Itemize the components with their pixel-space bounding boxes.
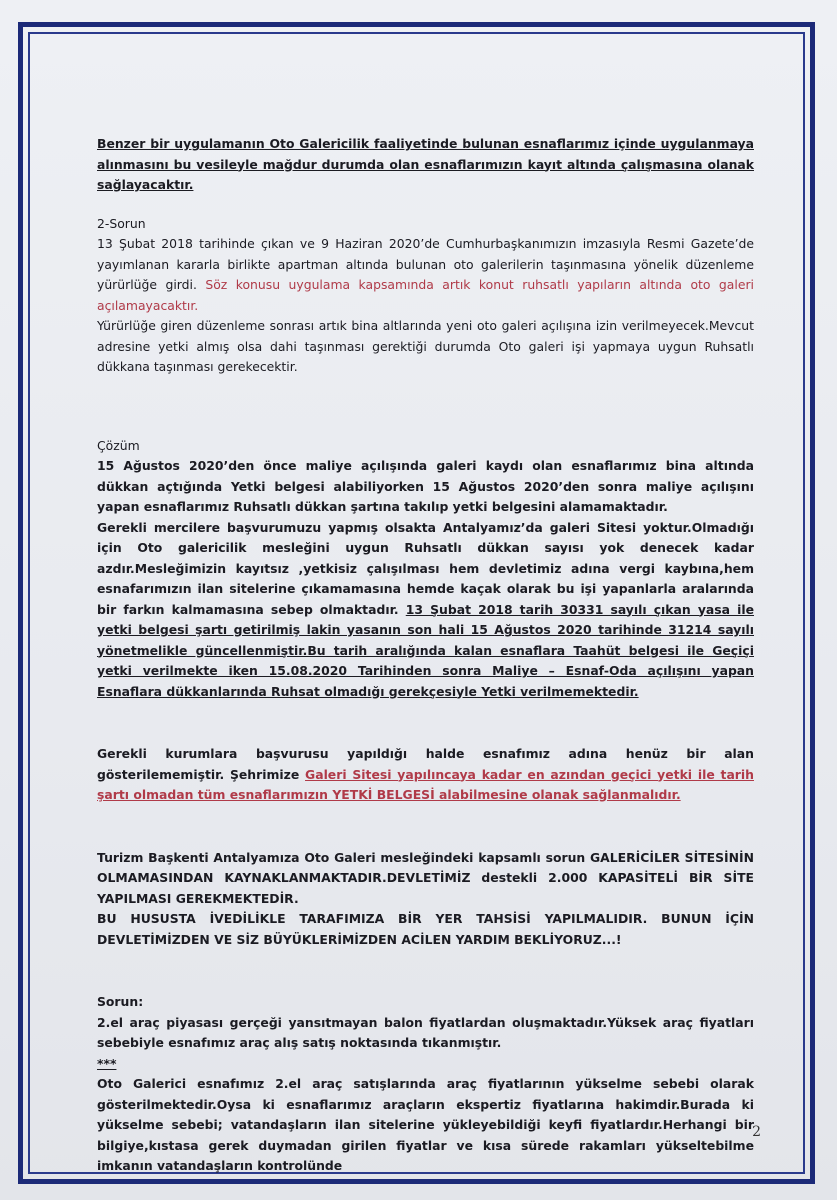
intro-paragraph: Benzer bir uygulamanın Oto Galericilik faaliyetinde bulunan esnaflarımız içinde uygulanmaya alınmasını bu vesileyle mağdur durumda olan esnaflarımızın kayıt altında çalışmasına olanak sağlayacaktır. <box>97 136 754 192</box>
sorun2-paragraph-2: Yürürlüğe giren düzenleme sonrası artık bina altlarında yeni oto galeri açılışına izin verilmeyecek.Mevcut adresine yetki almış olsa dahi taşınması gerektiği durumda Oto galeri işi yapmaya uygun Ruhsatlı dükkana taşınması gerekecektir. <box>97 318 754 374</box>
turizm-paragraph-1: Turizm Başkenti Antalyamıza Oto Galeri mesleğindeki kapsamlı sorun GALERİCİLER SİTESİNİN OLMAMASINDAN KAYNAKLANMAKTADIR.DEVLETİMİZ destekli 2.000 KAPASİTELİ BİR SİTE YAPILMASI GEREKMEKTEDİR. <box>97 849 754 906</box>
cozum-paragraph-2 <box>97 518 754 703</box>
sorun2-heading: 2-Sorun <box>97 215 146 231</box>
page-number: 2 <box>752 1124 761 1140</box>
gerekli-paragraph <box>97 744 754 806</box>
sorun-stars: *** <box>97 1055 117 1071</box>
cozum-text: Gerekli mercilere başvurumuzu yapmış olsakta Antalyamız’da galeri Sitesi yoktur.Olmadığı için Oto galericilik mesleğini uygun Ruhsatlı dükkan sayısı yok denecek kadar azdır.Mesleğimizin kayıtsız ,yetkisiz çalışılması hem devletimiz adına vergi kaybına,hem esnafarımızın ilan sitelerine çıkamamasına hemde kaçak olarak bu işi yapanlarla aralarında bir farkın kalmamasına sebep olmaktadır. <box>97 519 754 617</box>
cozum-paragraph-1: 15 Ağustos 2020’den önce maliye açılışında galeri kaydı olan esnaflarımız bina altında dükkan açtığında Yetki belgesi alabiliyorken 15 Ağustos 2020’den sonra maliye açılışını yapan esnaflarımız Ruhsatlı dükkan şartına takılıp yetki belgesini alamamaktadır. <box>97 458 754 514</box>
sorun-heading: Sorun: <box>97 994 144 1009</box>
cozum-heading: Çözüm <box>97 437 140 453</box>
sorun2-red-text: Söz konusu uygulama kapsamında artık konut ruhsatlı yapıların altında oto galeri açılamayacaktır. <box>97 277 754 313</box>
turizm-paragraph-2: BU HUSUSTA İVEDİLİKLE TARAFIMIZA BİR YER TAHSİSİ YAPILMALIDIR. BUNUN İÇİN DEVLETİMİZDEN VE SİZ BÜYÜKLERİMİZDEN ACİLEN YARDIM BEKLİYORUZ...! <box>97 911 754 947</box>
gerekli-red-text: Galeri Sitesi yapılıncaya kadar en azından geçici yetki ile tarih şartı olmadan tüm esnaflarımızın YETKİ BELGESİ alabilmesine olanak sağlanmalıdır. <box>97 766 754 802</box>
gerekli-text: Gerekli kurumlara başvurusu yapıldığı halde esnafımız adına henüz bir alan gösterilememiştir. Şehrimize <box>97 746 754 782</box>
sorun2-paragraph-1 <box>97 234 754 316</box>
cozum-underlined-text: 13 Şubat 2018 tarih 30331 sayılı çıkan yasa ile yetki belgesi şartı getirilmiş lakin yasanın son hali 15 Ağustos 2020 tarihinde 31214 sayılı yönetmelikle güncellenmiştir.Bu tarih aralığında kalan esnaflara Taahüt belgesi ile Geçiçi yetki verilmekte iken 15.08.2020 Tarihinden sonra Maliye – Esnaf-Oda açılışını yapan Esnaflara dükkanlarında Ruhsat olmadığı gerekçesiyle Yetki verilmemektedir. <box>97 601 754 699</box>
sorun-paragraph-1: 2.el araç piyasası gerçeği yansıtmayan balon fiyatlardan oluşmaktadır.Yüksek araç fiyatları sebebiyle esnafımız araç alış satış noktasında tıkanmıştır. <box>97 1014 754 1050</box>
sorun2-text: 13 Şubat 2018 tarihinde çıkan ve 9 Haziran 2020’de Cumhurbaşkanımızın imzasıyla Resmi Gazete’de yayımlanan kararla birlikte apartman altında bulunan oto galerilerin taşınmasına yönelik düzenleme yürürlüğe girdi. <box>97 236 754 292</box>
document-body <box>97 134 754 1177</box>
sorun-paragraph-2: Oto Galerici esnafımız 2.el araç satışlarında araç fiyatlarının yükselme sebebi olarak gösterilmektedir.Oysa ki esnaflarımız araçların ekspertiz fiyatlarına hakimdir.Burada ki yükselme sebebi; vatandaşların ilan sitelerine yükleyebildiği keyfi fiyatlardır.Herhangi bir bilgiye,kıstasa gerek duymadan girilen fiyatlar ve kısa sürede rakamları yükseltebilme imkanın vatandaşların kontrolünde <box>97 1076 754 1173</box>
